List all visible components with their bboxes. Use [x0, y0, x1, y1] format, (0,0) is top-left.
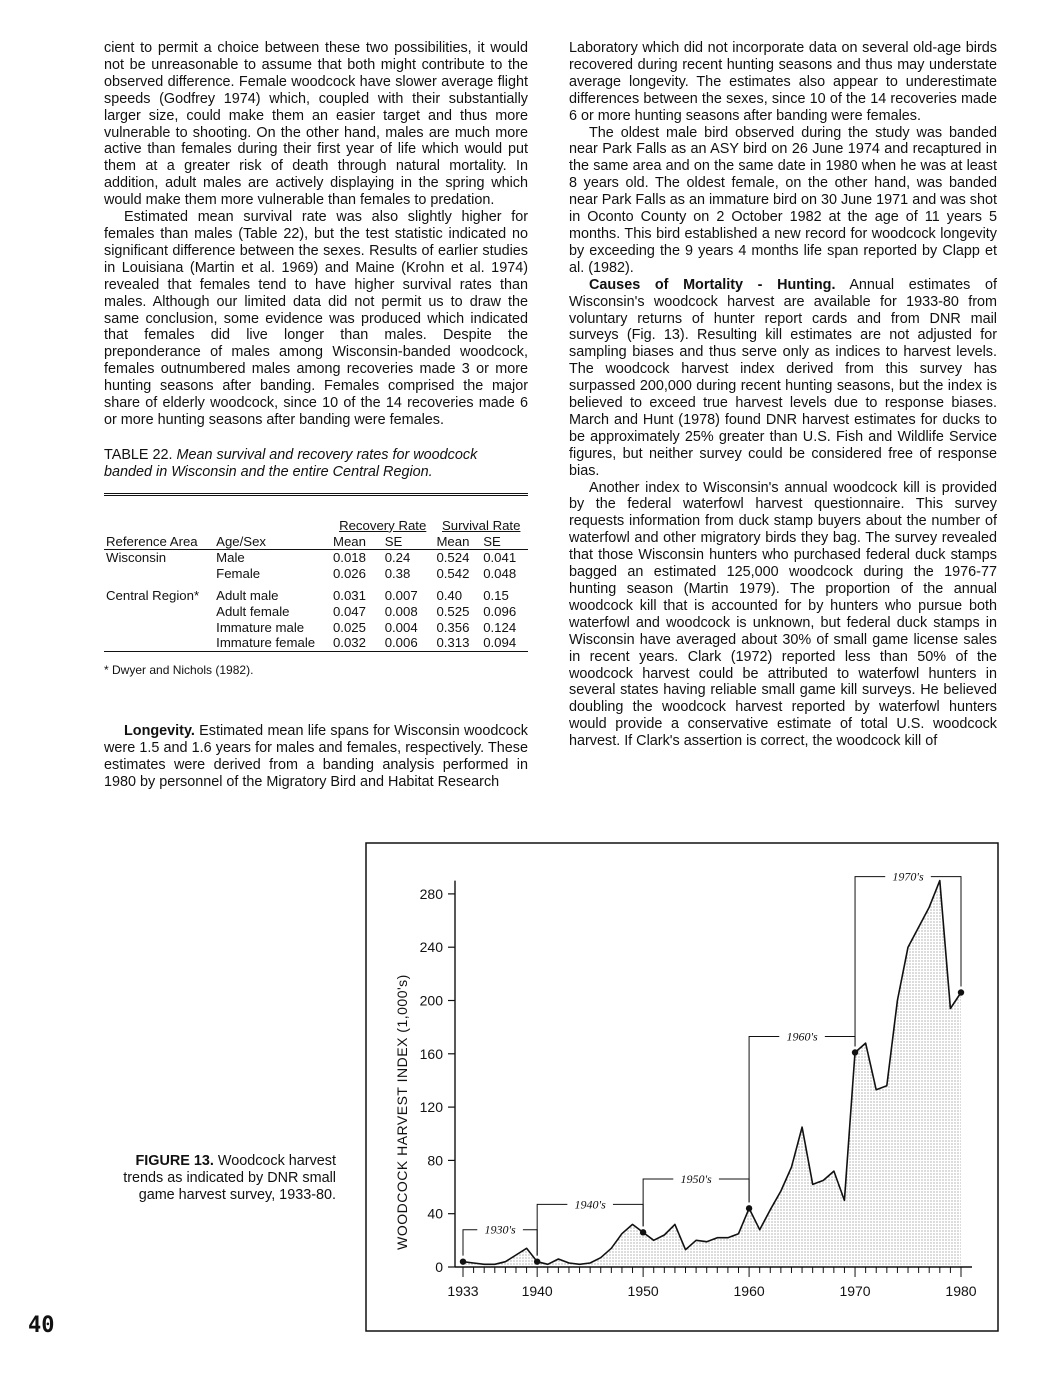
table-cell: Adult male: [216, 588, 279, 604]
bracket-line: [613, 1204, 643, 1226]
paragraph: Another index to Wisconsin's annual woodcock kill is provided by the federal waterfowl harvest questionnaire. This survey requests information from duck stamp buyers about the number of waterfowl and other migratory birds they bag. The survey revealed that those Wisconsin hunters who purchased federal duck stamps bagged an estimated 125,000 woodcock during the 1976-77 hunting season (Martin 1979). The proportion of the annual woodcock kill that is accounted for by hunters who pursue both waterfowl and woodcock is unknown, but federal duck stamps in Wisconsin have averaged about 30% of small game license sales in recent years. Clark (1972) reported less than 50% of the woodcock harvest could be attributed to waterfowl hunters in several states having reliable small game kill surveys. He believed doubling the woodcock harvest reported by waterfowl hunters would provide a conservative estimate of total U.S. woodcock harvest. If Clark's assertion is correct, the woodcock kill of: [569, 479, 997, 750]
paragraph: cient to permit a choice between these two possibilities, it would not be unreasonable to assume that both might contribute to the observed difference. Female woodcock have slower average flight speeds (Godfrey 1974) which, coupled with their substantially larger size, could make them an easier target and thus more vulnerable to shooting. On the other hand, males are much more active than females during their first year of life which would put them at a greater risk of death through natural mortality. In addition, adult males are actively displaying in the spring which would make them more vulnerable than females to predation.: [104, 40, 528, 209]
y-tick-label: 80: [427, 1152, 443, 1169]
table-cell: Male: [216, 550, 245, 566]
x-tick-label: 1950: [627, 1283, 659, 1299]
y-tick-label: 200: [419, 992, 443, 1009]
table-cell: 0.032: [331, 635, 383, 651]
data-point-marker: [852, 1049, 858, 1055]
x-tick-label: 1980: [945, 1283, 977, 1299]
paragraph-text: Annual estimates of Wisconsin's woodcock harvest are available for 1933-80 from voluntary returns of hunter report cards and from DNR mail surveys (Fig. 13). Resulting kill estimates are not adjusted for sampling biases and thus serve only as indices to harvest levels. The woodcock harvest index derived from this survey has surpassed 200,000 during recent hunting seasons, but the index is believed to exceed true harvest levels due to response biases. March and Hunt (1978) found DNR harvest estimates for ducks to be approximately 25% greater than U.S. Fish and Wildlife Service figures, but neither survey could be considered free of response bias.: [569, 276, 998, 479]
table-cell: 0.096: [483, 603, 517, 619]
table-cell: 0.041: [483, 550, 517, 566]
y-tick-label: 0: [435, 1259, 443, 1275]
table-cell: 0.047: [332, 603, 366, 619]
paragraph: The oldest male bird observed during the study was banded near Park Falls as an ASY bird on 26 June 1974 and recaptured in the same area and on the same date in 1980 when he was at least 8 years old. The oldest female, on the other hand, was banded near Park Falls as an immature bird on 30 June 1971 and was shot in Oconto County on 2 October 1982 at the age of 11 years 5 months. This bird established a new record for woodcock longevity by exceeding the 9 years 4 months life span reported by Clapp et al. (1982).: [569, 124, 997, 276]
table-cell: Female: [216, 566, 261, 582]
y-axis-label: WOODCOCK HARVEST INDEX (1,000's): [394, 974, 410, 1250]
data-point-marker: [460, 1258, 466, 1264]
x-tick-label: 1933: [447, 1283, 479, 1299]
table-cell: 0.026: [332, 566, 366, 582]
y-tick-label: 240: [419, 939, 443, 956]
data-point-marker: [534, 1258, 540, 1264]
table-cell: 0.008: [384, 603, 418, 619]
column-header: Mean: [331, 534, 383, 550]
table-cell: 0.24: [384, 550, 411, 566]
data-point-marker: [640, 1229, 646, 1235]
decade-label: 1940's: [574, 1197, 606, 1212]
y-tick-label: 120: [419, 1099, 443, 1116]
table-cell: 0.15: [483, 588, 509, 604]
decade-label: 1970's: [892, 869, 924, 884]
section-heading: Causes of Mortality - Hunting.: [589, 276, 836, 293]
column-header: Mean: [434, 534, 481, 550]
table-cell: 0.048: [483, 566, 517, 582]
table-cell: Immature male: [216, 619, 305, 635]
x-tick-label: 1960: [733, 1283, 765, 1299]
paragraph: Laboratory which did not incorporate data on several old-age birds recovered during recent hunting seasons and thus may understate average longevity. The estimates also appear to underestimate differences between the sexes, since 10 of the 14 recoveries made 6 or more hunting seasons after banding were females.: [569, 40, 997, 124]
table-cell: 0.356: [436, 619, 470, 635]
table-footnote: * Dwyer and Nichols (1982).: [104, 663, 254, 678]
column-header: Age/Sex: [214, 534, 331, 550]
table-label: TABLE 22.: [104, 446, 173, 463]
chart-area: [463, 881, 961, 1267]
table-cell: 0.313: [434, 635, 481, 651]
group-header: Survival Rate: [442, 517, 521, 533]
x-tick-label: 1940: [521, 1283, 553, 1299]
table-cell: 0.525: [436, 603, 470, 619]
decade-bracket: [643, 1172, 749, 1226]
table-cell: 0.524: [436, 550, 470, 566]
bracket-line: [537, 1204, 567, 1255]
data-point-marker: [746, 1205, 752, 1211]
table-cell: 0.38: [384, 566, 411, 582]
table-cell: Central Region*: [106, 588, 200, 604]
table-cell: Wisconsin: [106, 550, 167, 566]
decade-label: 1950's: [680, 1172, 712, 1187]
bracket-line: [643, 1179, 673, 1226]
table-cell: 0.124: [483, 619, 517, 635]
bracket-line: [719, 1179, 749, 1202]
table-cell: 0.542: [436, 566, 470, 582]
bracket-line: [463, 1230, 477, 1256]
group-header: Recovery Rate: [339, 517, 427, 533]
page-number: 40: [28, 1313, 55, 1338]
bracket-line: [825, 1036, 855, 1046]
table-cell: Immature female: [214, 635, 331, 651]
paragraph: Estimated mean survival rate was also slightly higher for females than males (Table 22), but the test statistic indicated no significant difference between the sexes. Results of earlier studies in Louisiana (Martin et al. 1969) and Maine (Krohn et al. 1974) revealed that females tend to have higher survival rates than males. Although our limited data did not permit us to draw the same conclusion, some evidence was produced which indicated that females did live longer than males. Despite the preponderance of males among Wisconsin-banded woodcock, females outnumbered males among recoveries made 3 or more hunting seasons after banding. Females comprised the major share of elderly woodcock, since 10 of the 14 recoveries made 6 or more hunting seasons after banding were females.: [104, 209, 528, 428]
paragraph-text: Estimated mean life spans for Wisconsin woodcock were 1.5 and 1.6 years for males and females, respectively. These estimates were derived from a banding analysis performed in 1980 by personnel of the Migratory Bird and Habitat Research: [104, 723, 528, 790]
bracket-line: [855, 877, 885, 1047]
table-cell: 0.094: [481, 635, 528, 651]
column-header: SE: [383, 534, 435, 550]
table-caption-text: Mean survival and recovery rates for woodcock banded in Wisconsin and the entire Central Region.: [104, 446, 478, 480]
y-tick-label: 160: [419, 1045, 443, 1062]
section-heading: Longevity.: [124, 723, 195, 740]
table-cell: 0.007: [384, 588, 418, 604]
figure-label: FIGURE 13.: [135, 1153, 214, 1169]
x-tick-label: 1970: [839, 1283, 871, 1299]
bracket-line: [749, 1036, 779, 1202]
decade-label: 1960's: [786, 1029, 818, 1044]
y-tick-label: 40: [427, 1205, 443, 1222]
column-header: Reference Area: [104, 534, 214, 550]
table-cell: 0.40: [436, 588, 463, 604]
series-area: [463, 881, 961, 1267]
table-cell: Adult female: [216, 603, 290, 619]
table-cell: 0.025: [332, 619, 366, 635]
table-cell: 0.031: [332, 588, 366, 604]
column-header: SE: [481, 534, 528, 550]
table-cell: 0.018: [332, 550, 366, 566]
decade-label: 1930's: [484, 1222, 516, 1237]
figure-caption-text: Woodcock harvest trends as indicated by DNR small game harvest survey, 1933-80.: [123, 1153, 336, 1203]
table-cell: 0.004: [384, 619, 418, 635]
y-tick-label: 280: [419, 885, 443, 902]
data-point-marker: [958, 989, 964, 995]
table-cell: 0.006: [383, 635, 435, 651]
